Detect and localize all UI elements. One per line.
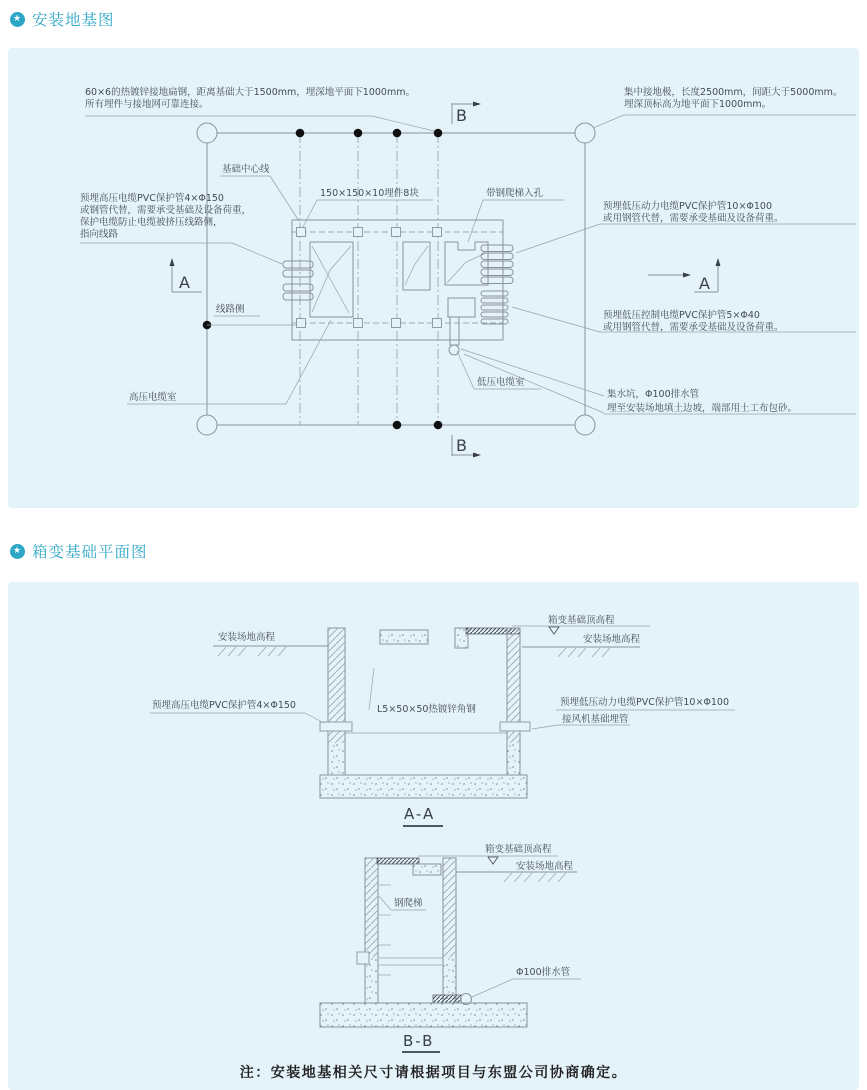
- electrode-note-line2: 埋深顶标高为地平面下1000mm。: [624, 99, 772, 110]
- bb-ladder-rungs: [378, 885, 391, 975]
- sump-note-line2: 埋至安装场地填土边坡，端部用土工布包砂。: [607, 403, 798, 414]
- bb-ladder-label: 钢爬梯: [394, 898, 423, 909]
- lv-room-label: 低压电缆室: [477, 377, 525, 388]
- star-bullet-icon: ★: [10, 12, 25, 27]
- section-aa-view: [150, 614, 735, 826]
- aa-lv-pipe-label-line2: 接风机基础埋管: [562, 714, 629, 725]
- center-line-label: 基础中心线: [222, 164, 270, 175]
- ground-electrode-circle: [197, 415, 217, 435]
- bb-box-top-level-label: 箱变基础顶高程: [485, 844, 552, 855]
- section-marker-a-right: [648, 258, 721, 293]
- section1-title-text: 安装地基图: [32, 11, 115, 29]
- bb-right-wall: [443, 858, 456, 1003]
- level-triangle-icon: [488, 857, 498, 864]
- section-bb-view: [320, 843, 581, 1052]
- ground-strip-note-line2: 所有埋件与接地网可靠连接。: [85, 99, 209, 110]
- hv-pipe-stubs: [283, 261, 313, 300]
- bb-foundation-slab: [320, 1003, 527, 1027]
- aa-box-top-level: [512, 626, 650, 634]
- lv-power-pipe-stubs: [481, 245, 513, 284]
- section-title-install-foundation: [10, 8, 115, 30]
- aa-site-level-right-label: 安装场地高程: [583, 634, 641, 645]
- aa-right-pipe-sleeve: [500, 722, 530, 731]
- hv-pipe-note-line2: 或钢管代替，需要承受基础及设备荷重，: [80, 205, 252, 216]
- ground-electrode-circle: [575, 123, 595, 143]
- bb-leaders: [379, 896, 581, 997]
- section-marker-b-top: [452, 102, 481, 126]
- section-marker-b-bottom: [452, 435, 481, 458]
- box-foundation-panel: [8, 582, 859, 1090]
- aa-angle-steel-label: L5×50×50热镀锌角钢: [377, 704, 476, 715]
- line-side-label: 线路侧: [216, 304, 245, 315]
- section-title-box-foundation: [10, 540, 148, 562]
- ground-symbol-right-bb: [456, 872, 577, 882]
- sump-pit: [448, 298, 475, 355]
- marker-a-text: A: [699, 274, 710, 293]
- install-foundation-panel: [8, 48, 859, 508]
- hv-cable-room-opening: [310, 242, 353, 317]
- ground-electrode-circle: [575, 415, 595, 435]
- hv-pipe-note-line4: 指向线路: [80, 229, 119, 240]
- leader-lines: [80, 115, 856, 414]
- hv-pipe-note-line1: 预埋高压电缆PVC保护管4×Φ150: [80, 193, 224, 204]
- electrode-note-line1: 集中接地极，长度2500mm，间距大于5000mm。: [624, 87, 843, 98]
- aa-left-pipe-sleeve: [320, 722, 352, 731]
- sump-note-line1: 集水坑，Φ100排水管: [607, 389, 700, 400]
- section-views-drawing: [8, 582, 859, 1090]
- ground-electrode-circle: [197, 123, 217, 143]
- aa-caption: A-A: [404, 805, 436, 823]
- marker-b-text: B: [456, 106, 467, 125]
- ground-symbol-right-aa: [522, 647, 640, 657]
- aa-labels: [152, 614, 729, 725]
- bb-angle-steel-strip: [377, 858, 419, 864]
- bb-left-pipe-sleeve: [357, 952, 369, 964]
- foundation-plan-drawing: [8, 48, 859, 508]
- aa-hv-pipe-label: 预埋高压电缆PVC保护管4×Φ150: [152, 700, 296, 711]
- lv-control-pipe-stubs: [481, 291, 508, 324]
- foundation-body: [283, 220, 513, 355]
- lv-cable-room-opening: [403, 242, 430, 290]
- aa-top-concrete-block: [380, 630, 428, 644]
- bb-caption: B-B: [403, 1032, 435, 1050]
- aa-box-top-level-label: 箱变基础顶高程: [548, 615, 615, 626]
- lv-control-note-line2: 或用钢管代替，需要承受基础及设备荷重。: [603, 322, 784, 333]
- aa-site-level-left-label: 安装场地高程: [218, 632, 276, 643]
- lv-power-note-line1: 预埋低压动力电缆PVC保护管10×Φ100: [603, 201, 773, 212]
- bb-concrete-block: [413, 864, 441, 875]
- ground-strip-note-line1: 60×6的热镀锌接地扁钢，距离基础大于1500mm，埋深地平面下1000mm。: [85, 87, 415, 98]
- section-marker-a-left: [170, 258, 203, 292]
- marker-a-text: A: [179, 273, 190, 292]
- marker-b-text: B: [456, 436, 467, 455]
- level-triangle-icon: [549, 627, 559, 634]
- footer-note: 注：安装地基相关尺寸请根据项目与东盟公司协商确定。: [239, 1065, 628, 1081]
- hv-pipe-note-line3: 保护电缆防止电缆被挤压线路侧，: [80, 217, 223, 228]
- aa-lv-pipe-label-line1: 预埋低压动力电缆PVC保护管10×Φ100: [560, 697, 730, 708]
- bb-site-level-label: 安装场地高程: [516, 861, 574, 872]
- manhole-label: 带钢爬梯入孔: [486, 188, 544, 199]
- embed-plate-label: 150×150×10埋件8块: [320, 188, 419, 199]
- section2-title-text: 箱变基础平面图: [32, 543, 148, 561]
- aa-foundation-slab: [320, 775, 527, 798]
- lv-control-note-line1: 预埋低压控制电缆PVC保护管5×Φ40: [603, 310, 760, 321]
- star-bullet-icon: ★: [10, 544, 25, 559]
- aa-right-wall: [500, 628, 530, 775]
- ground-symbol-left: [213, 646, 329, 656]
- aa-left-wall: [320, 628, 352, 775]
- hv-room-label: 高压电缆室: [129, 392, 177, 403]
- bb-left-wall: [357, 858, 378, 1003]
- lv-power-note-line2: 或用钢管代替，需要承受基础及设备荷重。: [603, 213, 784, 224]
- bb-drain-label: Φ100排水管: [516, 967, 571, 978]
